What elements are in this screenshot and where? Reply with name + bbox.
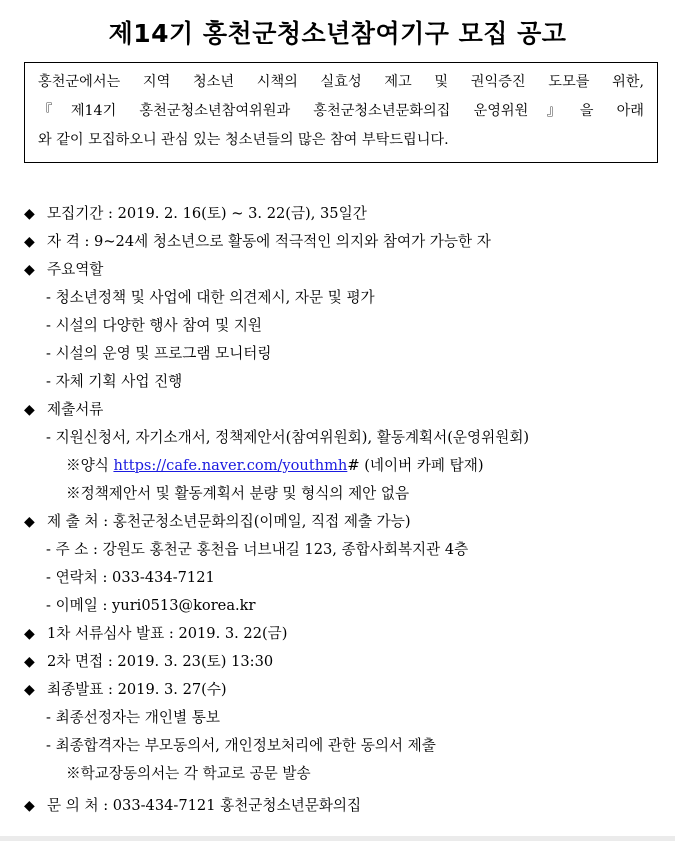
diamond-bullet-icon: ◆ bbox=[24, 234, 35, 250]
diamond-bullet-icon: ◆ bbox=[24, 206, 35, 222]
interview bbox=[24, 652, 273, 672]
diamond-bullet-icon: ◆ bbox=[24, 262, 35, 278]
intro-box bbox=[24, 62, 658, 163]
first-result bbox=[24, 624, 287, 644]
form-note-prefix: ※양식 bbox=[66, 457, 114, 474]
roles-heading bbox=[24, 260, 103, 280]
list-item: - 청소년정책 및 사업에 대한 의견제시, 자문 및 평가 bbox=[46, 289, 375, 306]
contact bbox=[24, 796, 361, 816]
form-note bbox=[66, 456, 484, 476]
qualification bbox=[24, 232, 491, 252]
roles-heading-text: 주요역할 bbox=[47, 261, 104, 278]
cafe-link[interactable]: https://cafe.naver.com/youthmh bbox=[113, 457, 348, 474]
final-heading-text: 최종발표 : 2019. 3. 27(수) bbox=[47, 681, 227, 698]
interview-text: 2차 면접 : 2019. 3. 23(토) 13:30 bbox=[47, 653, 274, 670]
documents-heading bbox=[24, 400, 103, 420]
bottom-divider bbox=[0, 836, 675, 841]
address: - 주 소 : 강원도 홍천군 홍천읍 너브내길 123, 종합사회복지관 4층 bbox=[46, 541, 469, 558]
documents-note: ※정책제안서 및 활동계획서 분량 및 형식의 제안 없음 bbox=[66, 485, 410, 502]
qualification-text: 자 격 : 9~24세 청소년으로 활동에 적극적인 의지와 참여가 가능한 자 bbox=[47, 233, 491, 250]
list-item: - 지원신청서, 자기소개서, 정책제안서(참여위원회), 활동계획서(운영위원회) bbox=[46, 429, 530, 446]
email: - 이메일 : yuri0513@korea.kr bbox=[46, 597, 256, 614]
submit-heading-text: 제 출 처 : 홍천군청소년문화의집(이메일, 직접 제출 가능) bbox=[47, 513, 411, 530]
list-item: - 최종선정자는 개인별 통보 bbox=[46, 709, 220, 726]
list-item: - 자체 기획 사업 진행 bbox=[46, 373, 183, 390]
phone: - 연락처 : 033-434-7121 bbox=[46, 569, 215, 586]
intro-line: 홍천군에서는 지역 청소년 시책의 실효성 제고 및 권익증진 도모를 위한, bbox=[38, 74, 644, 90]
intro-line: 『제14기 홍천군청소년참여위원과 홍천군청소년문화의집 운영위원』을 아래 bbox=[38, 103, 644, 119]
list-item: - 시설의 다양한 행사 참여 및 지원 bbox=[46, 317, 263, 334]
documents-heading-text: 제출서류 bbox=[47, 401, 104, 418]
page-title: 제14기 홍천군청소년참여기구 모집 공고 bbox=[108, 19, 567, 48]
intro-line: 와 같이 모집하오니 관심 있는 청소년들의 많은 참여 부탁드립니다. bbox=[38, 132, 449, 148]
diamond-bullet-icon: ◆ bbox=[24, 514, 35, 530]
final-heading bbox=[24, 680, 227, 700]
list-item: - 시설의 운영 및 프로그램 모니터링 bbox=[46, 345, 272, 362]
diamond-bullet-icon: ◆ bbox=[24, 682, 35, 698]
recruitment-period bbox=[24, 204, 367, 224]
diamond-bullet-icon: ◆ bbox=[24, 402, 35, 418]
submit-heading bbox=[24, 512, 411, 532]
diamond-bullet-icon: ◆ bbox=[24, 654, 35, 670]
final-note: ※학교장동의서는 각 학교로 공문 발송 bbox=[66, 765, 311, 782]
contact-text: 문 의 처 : 033-434-7121 홍천군청소년문화의집 bbox=[47, 797, 362, 814]
diamond-bullet-icon: ◆ bbox=[24, 798, 35, 814]
period-text: 모집기간 : 2019. 2. 16(토) ~ 3. 22(금), 35일간 bbox=[47, 205, 367, 222]
list-item: - 최종합격자는 부모동의서, 개인정보처리에 관한 동의서 제출 bbox=[46, 737, 436, 754]
first-result-text: 1차 서류심사 발표 : 2019. 3. 22(금) bbox=[47, 625, 288, 642]
form-note-suffix: # (네이버 카페 탑재) bbox=[347, 457, 484, 474]
diamond-bullet-icon: ◆ bbox=[24, 626, 35, 642]
